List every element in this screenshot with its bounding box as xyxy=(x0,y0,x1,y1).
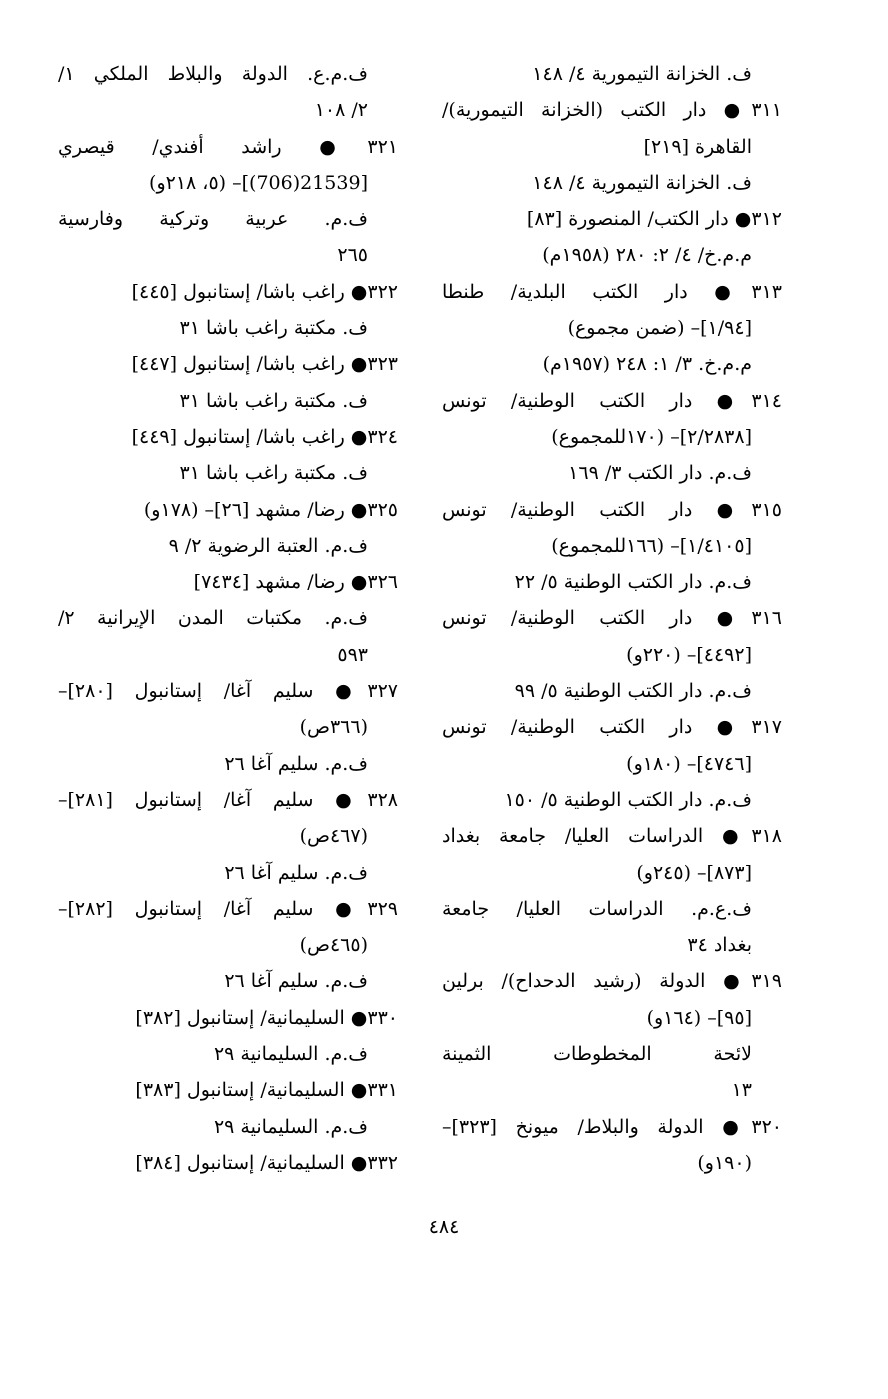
catalog-detail-line: ف.م. عربية وتركية وفارسية xyxy=(58,208,368,231)
catalog-detail-line: بغداد ٣٤ xyxy=(687,934,752,957)
catalog-detail-line: ٥٩٣ xyxy=(337,643,368,666)
catalog-detail-line: [٨٧٣]– (٢٤٥و) xyxy=(636,861,752,884)
catalog-entry-line: ٣١١● دار الكتب (الخزانة التيمورية)/ xyxy=(442,99,782,122)
catalog-entry-line: ٣٣٠● السليمانية/ إستانبول [٣٨٢] xyxy=(135,1006,398,1029)
catalog-detail-line: ف.م. السليمانية ٢٩ xyxy=(213,1043,368,1066)
catalog-detail-line: [21539(706)]– (٥، ٢١٨و) xyxy=(149,171,368,194)
catalog-detail-line: (٤٦٥ص) xyxy=(299,934,368,957)
catalog-entry-line: ٣١٣● دار الكتب البلدية/ طنطا xyxy=(442,280,782,303)
catalog-detail-line: ف. مكتبة راغب باشا ٣١ xyxy=(179,389,368,412)
catalog-detail-line: ف.م. دار الكتب الوطنية ٥/ ٩٩ xyxy=(514,680,752,703)
catalog-entry-line: ٣١٧● دار الكتب الوطنية/ تونس xyxy=(442,716,782,739)
catalog-entry-line: ٣٢٧● سليم آغا/ إستانبول [٢٨٠]– xyxy=(58,680,398,703)
catalog-entry-line: ٣٢٥● رضا/ مشهد [٢٦]– (١٧٨و) xyxy=(143,498,398,521)
catalog-detail-line: ف.م. دار الكتب ٣/ ١٦٩ xyxy=(568,462,752,485)
catalog-detail-line: ٢/ ١٠٨ xyxy=(314,99,368,122)
catalog-entry-line: ٣٢٢● راغب باشا/ إستانبول [٤٤٥] xyxy=(131,280,398,303)
catalog-detail-line: لائحة المخطوطات الثمينة xyxy=(442,1043,752,1066)
catalog-detail-line: (٣٦٦ص) xyxy=(299,716,368,739)
catalog-detail-line: ف.م. سليم آغا ٢٦ xyxy=(224,752,368,775)
catalog-detail-line: ف. الخزانة التيمورية ٤/ ١٤٨ xyxy=(532,171,752,194)
right-column xyxy=(442,56,782,1181)
catalog-detail-line: ف.م. سليم آغا ٢٦ xyxy=(224,970,368,993)
catalog-entry-line: ٣٢٨● سليم آغا/ إستانبول [٢٨١]– xyxy=(58,788,398,811)
catalog-entry-line: ٣٢٩● سليم آغا/ إستانبول [٢٨٢]– xyxy=(58,897,398,920)
catalog-detail-line: [١/٩٤]– (ضمن مجموع) xyxy=(567,317,752,340)
catalog-detail-line: م.م.خ. ٣/ ١: ٢٤٨ (١٩٥٧م) xyxy=(542,353,752,376)
catalog-detail-line: ف. الخزانة التيمورية ٤/ ١٤٨ xyxy=(532,63,752,85)
catalog-entry-line: ٣٢٣● راغب باشا/ إستانبول [٤٤٧] xyxy=(131,353,398,376)
catalog-detail-line: ف.م. سليم آغا ٢٦ xyxy=(224,861,368,884)
catalog-detail-line: ف. مكتبة راغب باشا ٣١ xyxy=(179,462,368,485)
catalog-entry-line: ٣١٨● الدراسات العليا/ جامعة بغداد xyxy=(442,825,782,848)
catalog-entry-line: ٣٢٤● راغب باشا/ إستانبول [٤٤٩] xyxy=(131,425,398,448)
catalog-entry-line: ٣١٤● دار الكتب الوطنية/ تونس xyxy=(442,389,782,412)
catalog-entry-line: ٣٢١● راشد أفندي/ قيصري xyxy=(58,135,398,158)
catalog-detail-line: ١٣ xyxy=(731,1079,752,1102)
catalog-detail-line: [٤٧٤٦]– (١٨٠و) xyxy=(626,752,752,775)
catalog-detail-line: (١٩٠و) xyxy=(697,1151,752,1174)
catalog-detail-line: القاهرة [٢١٩] xyxy=(643,135,752,158)
catalog-entry-line: ٣٢٦● رضا/ مشهد [٧٤٣٤] xyxy=(193,571,398,594)
catalog-detail-line: ف. مكتبة راغب باشا ٣١ xyxy=(179,317,368,340)
catalog-detail-line: [٢/٢٨٣٨]– (١٧٠للمجموع) xyxy=(551,425,752,448)
catalog-detail-line: ف.م. مكتبات المدن الإيرانية ٢/ xyxy=(58,607,368,630)
catalog-detail-line: ف.م.ع. الدولة والبلاط الملكي ١/ xyxy=(58,63,368,85)
catalog-entry-line: ٣١٦● دار الكتب الوطنية/ تونس xyxy=(442,607,782,630)
catalog-entry-line: ٣١٢● دار الكتب/ المنصورة [٨٣] xyxy=(526,208,782,231)
catalog-detail-line: (٤٦٧ص) xyxy=(299,825,368,848)
catalog-detail-line: ف.م. السليمانية ٢٩ xyxy=(213,1115,368,1138)
catalog-detail-line: ٢٦٥ xyxy=(337,244,368,267)
catalog-detail-line: م.م.خ/ ٤/ ٢: ٢٨٠ (١٩٥٨م) xyxy=(542,244,752,267)
left-column xyxy=(58,56,398,1181)
page-number: ٤٨٤ xyxy=(428,1216,460,1238)
catalog-detail-line: [٩٥]– (١٦٤و) xyxy=(646,1006,752,1029)
catalog-detail-line: ف.ع.م. الدراسات العليا/ جامعة xyxy=(442,897,752,920)
catalog-detail-line: [١/٤١٠٥]– (١٦٦للمجموع) xyxy=(551,534,752,557)
catalog-entry-line: ٣٣١● السليمانية/ إستانبول [٣٨٣] xyxy=(135,1079,398,1102)
catalog-detail-line: ف.م. دار الكتب الوطنية ٥/ ٢٢ xyxy=(514,571,752,594)
catalog-entry-line: ٣١٥● دار الكتب الوطنية/ تونس xyxy=(442,498,782,521)
catalog-entry-line: ٣١٩● الدولة (رشيد الدحداح)/ برلين xyxy=(442,970,782,993)
catalog-detail-line: ف.م. دار الكتب الوطنية ٥/ ١٥٠ xyxy=(504,788,752,811)
catalog-entry-line: ٣٣٢● السليمانية/ إستانبول [٣٨٤] xyxy=(135,1151,398,1174)
catalog-entry-line: ٣٢٠● الدولة والبلاط/ ميونخ [٣٢٣]– xyxy=(442,1115,782,1138)
catalog-detail-line: ف.م. العتبة الرضوية ٢/ ٩ xyxy=(168,534,368,557)
catalog-detail-line: [٤٤٩٢]– (٢٢٠و) xyxy=(626,643,752,666)
